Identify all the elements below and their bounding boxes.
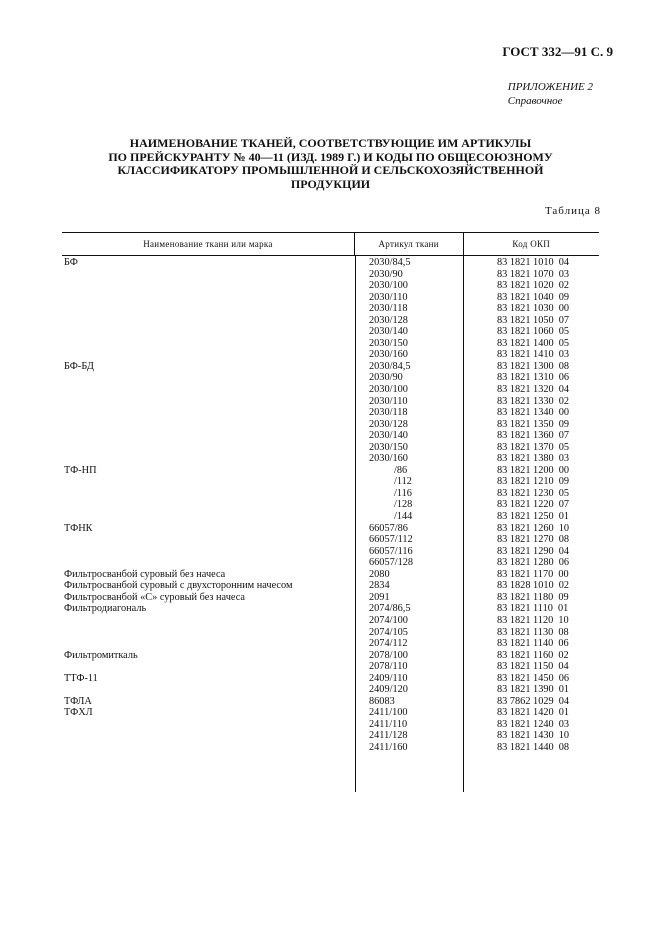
cell-article: /144 (394, 511, 413, 523)
cell-name (62, 349, 355, 361)
cell-code: 83 1821 1310 06 (497, 372, 570, 384)
cell-name: Фильтромиткаль (64, 649, 138, 661)
cell-article: 2030/90 (369, 268, 403, 280)
cell-name (62, 638, 355, 650)
cell-article: 2030/110 (369, 395, 408, 407)
cell-name: ТФЛА (64, 695, 92, 707)
cell-code: 83 1821 1210 09 (497, 476, 570, 488)
cell-code: 83 1821 1260 10 (497, 522, 570, 534)
cell-article: 2030/160 (369, 349, 408, 361)
cell-article: 66057/116 (369, 545, 413, 557)
cell-article: 2080 (369, 568, 390, 580)
appendix-subtitle: Справочное (507, 95, 563, 107)
cell-code: 83 1821 1350 09 (497, 418, 570, 430)
cell-name (62, 269, 355, 281)
cell-article: 2074/105 (369, 626, 408, 638)
cell-article: /128 (394, 499, 413, 511)
cell-article: 2030/100 (369, 384, 408, 396)
cell-code: 83 1821 1320 04 (497, 384, 570, 396)
cell-name (62, 661, 355, 673)
cell-article: 2030/150 (369, 441, 408, 453)
cell-code: 83 1821 1440 08 (497, 741, 570, 753)
cell-code: 83 1821 1160 02 (497, 649, 569, 661)
cell-article: 2030/84,5 (369, 257, 411, 268)
cell-article: 2078/100 (369, 649, 408, 661)
cell-code: 83 1821 1050 07 (497, 314, 570, 326)
cell-name: Фильтросванбой «С» суровый без начеса (64, 591, 245, 603)
cell-code: 83 1821 1330 02 (497, 395, 570, 407)
cell-article: 2030/110 (369, 291, 408, 303)
cell-article: 2030/118 (369, 407, 408, 419)
cell-name (62, 684, 355, 696)
cell-name (62, 627, 355, 639)
cell-code: 83 1821 1110 01 (497, 603, 569, 615)
cell-code: 83 1821 1360 07 (497, 430, 570, 442)
cell-article: 2030/118 (369, 303, 408, 315)
fabric-table (62, 232, 599, 754)
cell-name: БФ (64, 257, 78, 268)
cell-code: 83 1821 1270 08 (497, 534, 570, 546)
title-line: НАИМЕНОВАНИЕ ТКАНЕЙ, СООТВЕТСТВУЮЩИЕ ИМ АРТИКУЛЫ (129, 136, 532, 150)
cell-name (62, 315, 355, 327)
cell-name (62, 396, 355, 408)
cell-code: 83 1821 1150 04 (497, 661, 569, 673)
cell-article: 2409/110 (369, 672, 408, 684)
cell-code: 83 1821 1140 06 (497, 638, 569, 650)
appendix-block (508, 80, 593, 108)
cell-article: 2411/128 (369, 730, 408, 742)
cell-name (62, 430, 355, 442)
cell-name: Фильтросванбой суровый без начеса (64, 568, 226, 580)
cell-article: 2411/110 (369, 718, 408, 730)
title-line: ПО ПРЕЙСКУРАНТУ № 40—11 (ИЗД. 1989 Г.) И КОДЫ ПО ОБЩЕСОЮЗНОМУ (108, 149, 553, 164)
table-header (62, 232, 599, 256)
cell-name: ТТФ-11 (64, 672, 98, 684)
cell-name: БФ-БД (64, 360, 94, 372)
cell-name (62, 476, 355, 488)
cell-article: 66057/112 (369, 534, 413, 546)
cell-code: 83 1821 1060 05 (497, 326, 570, 338)
cell-code: 83 1821 1370 05 (497, 441, 570, 453)
cell-article: 2091 (369, 591, 390, 603)
cell-name: ТФНК (64, 522, 93, 534)
cell-article: 2411/160 (369, 741, 408, 753)
cell-code: 83 1821 1380 03 (497, 453, 570, 465)
cell-code: 83 1821 1030 00 (497, 303, 570, 315)
cell-name (62, 372, 355, 384)
column-code (463, 256, 599, 754)
cell-name (62, 453, 355, 465)
cell-name (62, 384, 355, 396)
cell-name (62, 407, 355, 419)
cell-name (62, 557, 355, 569)
cell-article: 2030/90 (369, 372, 403, 384)
cell-code: 83 1821 1410 03 (497, 349, 570, 361)
cell-code: 83 1821 1120 10 (497, 614, 569, 626)
cell-article: 2030/128 (369, 314, 408, 326)
cell-code: 83 1821 1290 04 (497, 545, 570, 557)
cell-name (62, 338, 355, 350)
cell-name (62, 730, 355, 742)
cell-code: 83 1821 1130 08 (497, 626, 569, 638)
cell-name: ТФХЛ (64, 707, 93, 719)
cell-code: 83 1821 1300 08 (497, 360, 570, 372)
cell-article: 2411/100 (369, 707, 408, 719)
cell-article: 2078/110 (369, 661, 408, 673)
cell-name (62, 615, 355, 627)
cell-article: 66057/86 (369, 522, 408, 534)
cell-name (62, 303, 355, 315)
cell-code: 83 1828 1010 02 (497, 580, 570, 592)
cell-article: 2030/160 (369, 453, 408, 465)
appendix-title: ПРИЛОЖЕНИЕ 2 (507, 81, 593, 93)
column-name (62, 256, 355, 754)
cell-article: 2834 (369, 580, 390, 592)
cell-article: /86 (394, 464, 408, 476)
document-title (62, 137, 599, 191)
cell-name (62, 742, 355, 754)
cell-article: 2030/140 (369, 430, 408, 442)
cell-code: 83 1821 1170 00 (497, 568, 569, 580)
cell-name: ТФ-НП (64, 464, 97, 476)
cell-name (62, 280, 355, 292)
cell-code: 83 1821 1070 03 (497, 268, 570, 280)
column-article (355, 256, 463, 754)
cell-article: 66057/128 (369, 557, 414, 569)
cell-code: 83 1821 1400 05 (497, 337, 570, 349)
cell-name (62, 534, 355, 546)
cell-article: 86083 (369, 695, 395, 707)
cell-code: 83 1821 1200 00 (497, 464, 570, 476)
cell-article: 2074/112 (369, 638, 408, 650)
cell-article: 2074/86,5 (369, 603, 411, 615)
cell-code: 83 1821 1340 00 (497, 407, 570, 419)
column-header-article: Артикул ткани (354, 233, 463, 255)
cell-article: 2074/100 (369, 614, 408, 626)
cell-name (62, 326, 355, 338)
cell-code: 83 1821 1250 01 (497, 511, 570, 523)
cell-article: 2030/150 (369, 337, 408, 349)
cell-name (62, 719, 355, 731)
cell-name (62, 292, 355, 304)
cell-code: 83 1821 1430 10 (497, 730, 570, 742)
cell-code: 83 1821 1010 04 (497, 257, 570, 268)
cell-name (62, 488, 355, 500)
cell-code: 83 1821 1020 02 (497, 280, 570, 292)
cell-name: Фильтросванбой суровый с двухсторонним начесом (64, 580, 293, 592)
cell-name (62, 546, 355, 558)
cell-name (62, 499, 355, 511)
cell-code: 83 1821 1180 09 (497, 591, 569, 603)
cell-article: 2409/120 (369, 684, 408, 696)
column-header-name: Наименование ткани или марка (143, 239, 273, 249)
cell-article: /112 (394, 476, 412, 488)
cell-code: 83 1821 1420 01 (497, 707, 570, 719)
table-label: Таблица 8 (544, 205, 601, 217)
cell-code: 83 7862 1029 04 (497, 695, 570, 707)
cell-code: 83 1821 1390 01 (497, 684, 570, 696)
page-header: ГОСТ 332—91 С. 9 (502, 44, 613, 59)
table-body (62, 256, 599, 754)
cell-article: 2030/140 (369, 326, 408, 338)
cell-code: 83 1821 1230 05 (497, 487, 570, 499)
title-line: ПРОДУКЦИИ (290, 176, 371, 191)
column-header-code: Код ОКП (463, 233, 600, 255)
cell-code: 83 1821 1280 06 (497, 557, 570, 569)
cell-code: 83 1821 1220 07 (497, 499, 570, 511)
cell-code: 83 1821 1450 06 (497, 672, 570, 684)
cell-article: /116 (394, 487, 412, 499)
title-line: КЛАССИФИКАТОРУ ПРОМЫШЛЕННОЙ И СЕЛЬСКОХОЗЯЙСТВЕННОЙ (117, 163, 544, 177)
cell-article: 2030/100 (369, 280, 408, 292)
cell-name (62, 442, 355, 454)
cell-article: 2030/84,5 (369, 360, 411, 372)
cell-code: 83 1821 1040 09 (497, 291, 570, 303)
cell-name: Фильтродиагональ (64, 603, 147, 615)
cell-code: 83 1821 1240 03 (497, 718, 570, 730)
cell-article: 2030/128 (369, 418, 408, 430)
cell-name (62, 511, 355, 523)
cell-name (62, 419, 355, 431)
